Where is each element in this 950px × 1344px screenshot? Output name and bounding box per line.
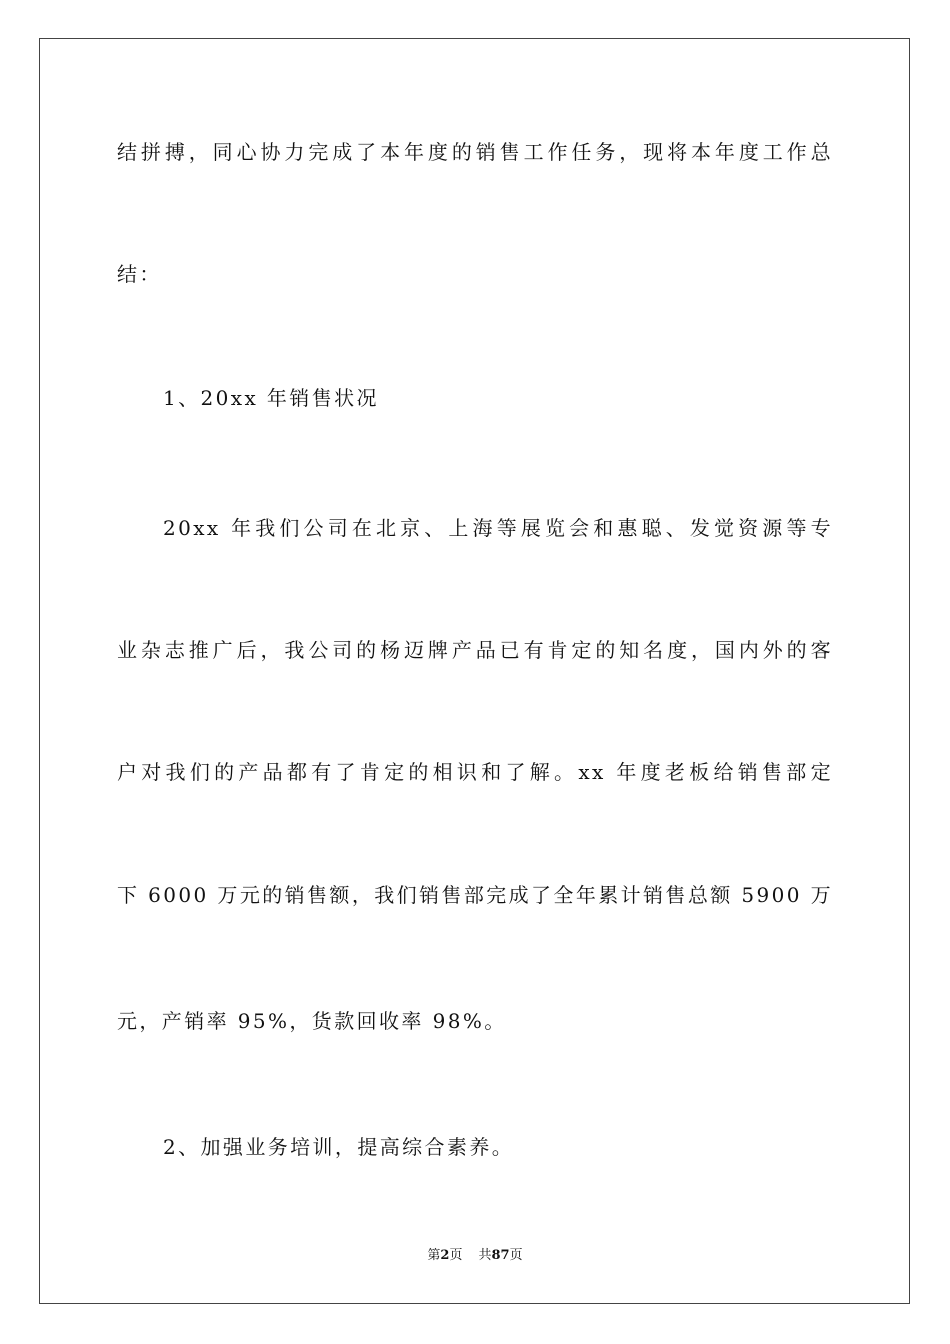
footer-page-suffix: 页 — [449, 1248, 463, 1263]
page-footer — [0, 1247, 950, 1265]
body-line-5: 户对我们的产品都有了肯定的相识和了解。xx 年度老板给销售部定 — [117, 760, 833, 784]
body-line-1: 结拼搏，同心协力完成了本年度的销售工作任务，现将本年度工作总 — [117, 140, 833, 164]
footer-total-pages: 87 — [491, 1248, 510, 1263]
footer-page-number: 2 — [440, 1248, 450, 1263]
body-line-7: 元，产销率 95%，货款回收率 98%。 — [117, 1009, 507, 1033]
footer-total-prefix: 共 — [478, 1248, 492, 1263]
section-heading-1: 1、20xx 年销售状况 — [163, 386, 379, 410]
body-line-6: 下 6000 万元的销售额，我们销售部完成了全年累计销售总额 5900 万 — [117, 883, 834, 907]
section-heading-2: 2、加强业务培训，提高综合素养。 — [163, 1135, 515, 1159]
body-line-4: 业杂志推广后，我公司的杨迈牌产品已有肯定的知名度，国内外的客 — [117, 638, 833, 662]
body-line-2: 结： — [117, 262, 162, 286]
body-line-3: 20xx 年我们公司在北京、上海等展览会和惠聪、发觉资源等专 — [163, 516, 833, 540]
footer-page-prefix: 第 — [427, 1248, 441, 1263]
page-border — [39, 38, 910, 1304]
footer-total-suffix: 页 — [509, 1248, 523, 1263]
